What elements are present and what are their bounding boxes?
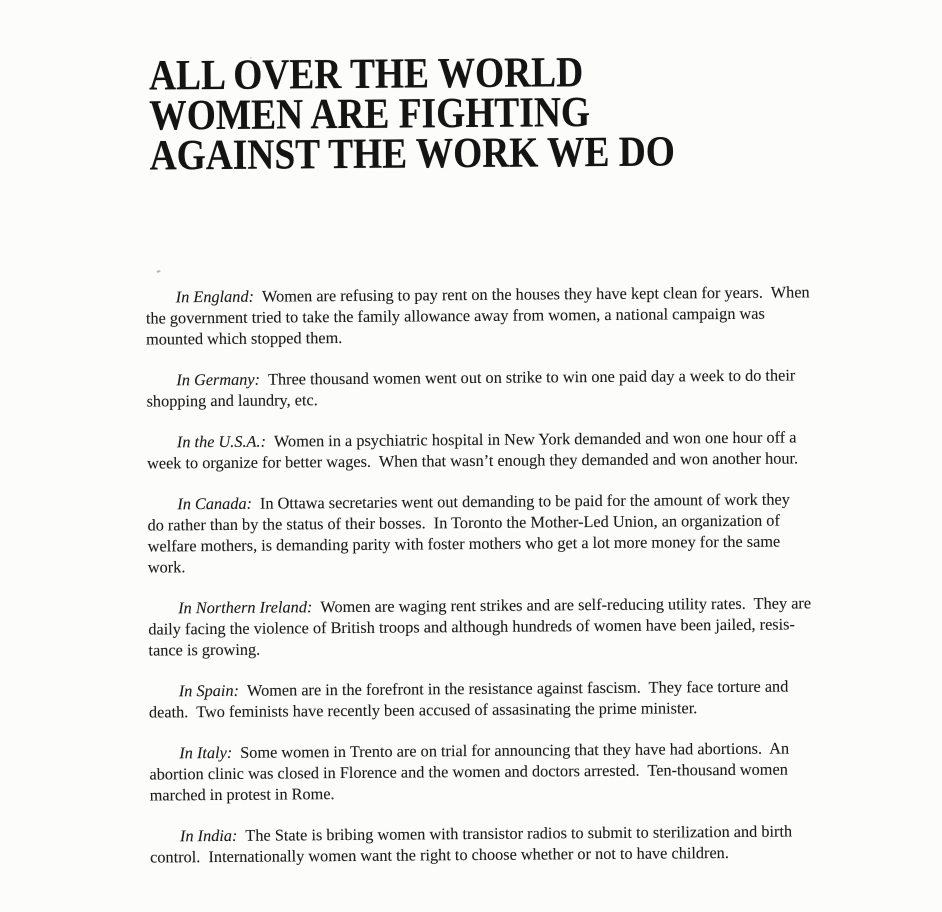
paragraph-location: In Spain: bbox=[178, 680, 240, 701]
paragraph-text: Women in a psychiatric hospital in New York demanded and won one hour off a week to organize for better wages. When that wasn’t enough they demanded and won another hour. bbox=[146, 427, 799, 473]
paragraph-text: In Ottawa secretaries went out demanding to be paid for the amount of work they do rather than by the status of their bosses. In Toronto the Mother-Led Union, an organization of welfare mothers, is demanding parity with foster mothers who get a lot more money for the same work. bbox=[147, 489, 790, 577]
title-line-2: WOMEN ARE FIGHTING bbox=[149, 89, 591, 140]
paragraph-germany bbox=[146, 364, 844, 411]
paragraph-india bbox=[150, 820, 848, 867]
paragraph-text: Women are in the forefront in the resistance against fascism. They face torture and death. Two feminists have recently been accused of assasinating the prime minister. bbox=[148, 676, 789, 722]
title-line-3: AGAINST THE WORK WE DO bbox=[149, 128, 676, 180]
paragraph-location: In India: bbox=[179, 825, 238, 846]
paragraph-location: In Italy: bbox=[179, 742, 233, 763]
paragraph-text: The State is bribing women with transistor radios to submit to sterilization and birth control. Internationally women want the right to choose whether or not to have children. bbox=[150, 821, 793, 867]
paragraph-england bbox=[146, 281, 844, 349]
paragraph-location: In Canada: bbox=[177, 493, 253, 514]
scan-speck bbox=[250, 57, 252, 59]
paragraph-canada bbox=[147, 488, 846, 577]
paragraph-location: In the U.S.A.: bbox=[176, 431, 267, 452]
title-line-1: ALL OVER THE WORLD bbox=[148, 49, 584, 100]
scan-speck bbox=[156, 270, 160, 273]
page-title bbox=[148, 49, 676, 180]
body-text bbox=[146, 281, 849, 887]
paragraph-location: In England: bbox=[175, 286, 255, 307]
paragraph-italy bbox=[149, 737, 847, 805]
paragraph-text: Women are waging rent strikes and are self-reducing utility rates. They are daily facing the violence of British troops and although hundreds of women have been jailed, resis- tance is growing. bbox=[148, 593, 812, 660]
paragraph-northern-ireland bbox=[148, 592, 846, 660]
paragraph-usa bbox=[147, 426, 845, 473]
paragraph-text: Three thousand women went out on strike to win one paid day a week to do their shopping and laundry, etc. bbox=[146, 365, 796, 411]
paragraph-text: Some women in Trento are on trial for announcing that they have had abortions. An abortion clinic was closed in Florence and the women and doctors arrested. Ten-thousand women marched in protest in Rome. bbox=[149, 738, 790, 805]
paragraph-location: In Germany: bbox=[176, 369, 261, 390]
paragraph-location: In Northern Ireland: bbox=[178, 597, 313, 618]
paragraph-text: Women are refusing to pay rent on the houses they have kept clean for years. When the government tried to take the family allowance away from women, a national campaign was mounted which stopped them. bbox=[145, 282, 810, 349]
paragraph-spain bbox=[149, 675, 847, 722]
